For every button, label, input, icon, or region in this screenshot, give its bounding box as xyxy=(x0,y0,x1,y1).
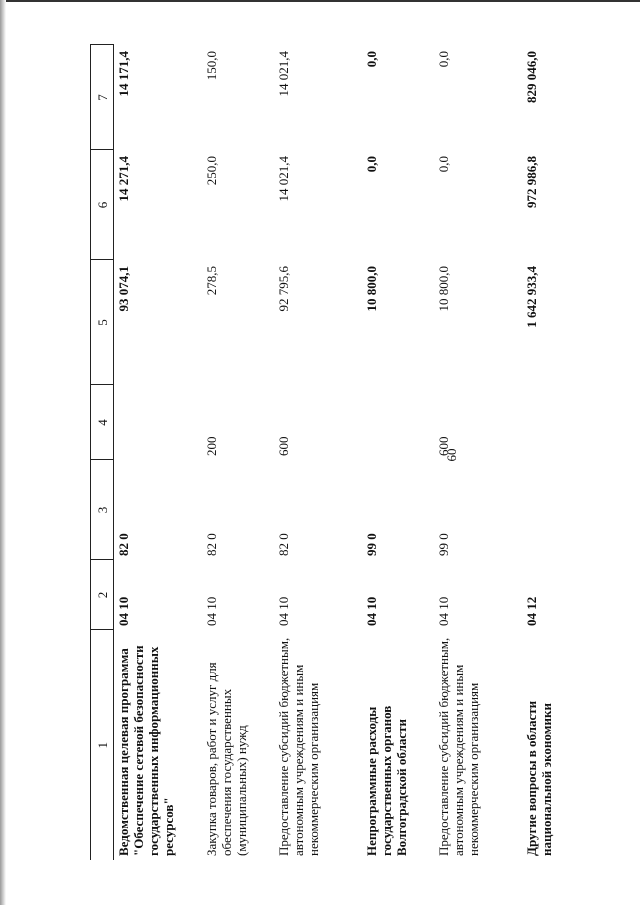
section-code: 04 10 xyxy=(116,596,131,626)
value-col7: 14 171,4 xyxy=(116,51,131,97)
value-col7: 0,0 xyxy=(364,51,379,68)
value-col5: 92 795,6 xyxy=(276,266,291,312)
value-col5: 10 800,0 xyxy=(364,266,379,312)
row-name: Другие вопросы в области национальной экономики xyxy=(524,700,554,856)
target-code: 82 0 xyxy=(204,533,219,556)
value-col7: 14 021,4 xyxy=(276,51,291,97)
value-col5: 278,5 xyxy=(204,266,219,296)
expense-type xyxy=(522,385,566,460)
rotated-page-content xyxy=(90,45,554,860)
column-header: 4 xyxy=(91,385,114,460)
target-code: 82 0 xyxy=(276,533,291,556)
table-row xyxy=(434,45,522,860)
column-header: 1 xyxy=(91,630,114,860)
table-row xyxy=(362,45,434,860)
column-header: 6 xyxy=(91,150,114,260)
value-col6: 14 021,4 xyxy=(276,156,291,202)
value-col7: 829 046,0 xyxy=(524,51,539,103)
row-name: Закупка товаров, работ и услуг для обеспечения государственных (муниципальных) нужд xyxy=(204,662,249,856)
value-col7: 150,0 xyxy=(204,51,219,81)
value-col6: 14 271,4 xyxy=(116,156,131,202)
budget-table xyxy=(90,45,566,861)
expense-type: 200 xyxy=(204,436,219,456)
value-col6: 0,0 xyxy=(436,156,451,173)
value-col6: 972 986,8 xyxy=(524,156,539,208)
row-name: Предоставление субсидий бюджетным, автономным учреждениям и иным некоммерческим организациям xyxy=(436,637,481,856)
section-code: 04 10 xyxy=(364,596,379,626)
expense-type: 600 xyxy=(436,436,451,456)
section-code: 04 12 xyxy=(524,596,539,626)
table-row xyxy=(274,45,362,860)
table-row xyxy=(114,45,203,860)
scan-top-edge xyxy=(0,0,640,2)
page-number: 60 xyxy=(444,448,459,462)
target-code: 99 0 xyxy=(436,533,451,556)
expense-type: 600 xyxy=(276,436,291,456)
row-name: Непрограммные расходы государственных органов Волгоградской области xyxy=(364,705,409,856)
value-col7: 0,0 xyxy=(436,51,451,68)
section-code: 04 10 xyxy=(204,596,219,626)
column-header: 2 xyxy=(91,560,114,630)
target-code: 99 0 xyxy=(364,533,379,556)
section-code: 04 10 xyxy=(436,596,451,626)
column-header: 3 xyxy=(91,460,114,560)
row-name: Ведомственная целевая программа "Обеспечение сетевой безопасности государственных информационных ресурсов" xyxy=(116,645,176,856)
value-col6: 0,0 xyxy=(364,156,379,173)
expense-type xyxy=(362,385,434,460)
target-code: 82 0 xyxy=(116,533,131,556)
column-header: 5 xyxy=(91,260,114,385)
table-row xyxy=(522,45,566,860)
expense-type xyxy=(114,385,203,460)
value-col6: 250,0 xyxy=(204,156,219,186)
value-col5: 93 074,1 xyxy=(116,266,131,312)
section-code: 04 10 xyxy=(276,596,291,626)
column-header: 7 xyxy=(91,45,114,150)
value-col5: 10 800,0 xyxy=(436,266,451,312)
table-row xyxy=(202,45,274,860)
table-header-row xyxy=(91,45,114,860)
scan-left-edge xyxy=(0,0,6,905)
target-code xyxy=(522,460,566,560)
value-col5: 1 642 933,4 xyxy=(524,266,539,328)
row-name: Предоставление субсидий бюджетным, автономным учреждениям и иным некоммерческим организациям xyxy=(276,637,321,856)
